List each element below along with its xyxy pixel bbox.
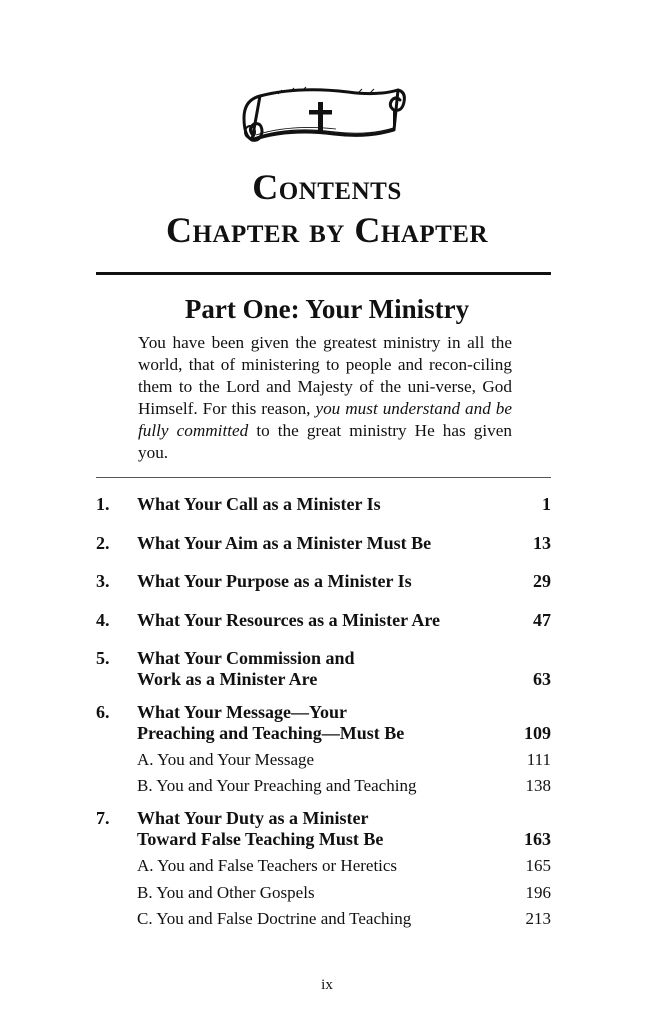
subentry-page: 111 bbox=[526, 750, 551, 769]
chapter-number: 3. bbox=[96, 571, 110, 591]
chapter-title-line1: What Your Duty as a Minister bbox=[137, 808, 369, 828]
chapter-number: 4. bbox=[96, 610, 110, 630]
chapter-number: 7. bbox=[96, 808, 110, 828]
chapter-title-line2: Toward False Teaching Must Be bbox=[137, 829, 384, 849]
chapter-title-line1: What Your Commission and bbox=[137, 648, 355, 668]
subentry-title: B. You and Other Gospels bbox=[137, 883, 315, 902]
subentry-page: 196 bbox=[525, 883, 551, 902]
chapter-page: 1 bbox=[542, 494, 551, 514]
subentry-page: 138 bbox=[525, 776, 551, 795]
section-divider bbox=[96, 477, 551, 478]
chapter-title-line1: What Your Message—Your bbox=[137, 702, 347, 722]
subentry-page: 213 bbox=[525, 909, 551, 928]
chapter-title: What Your Call as a Minister Is bbox=[137, 494, 381, 514]
subentry-title: A. You and Your Message bbox=[137, 750, 315, 769]
page-number: ix bbox=[321, 977, 333, 993]
chapter-page: 47 bbox=[533, 610, 551, 630]
subentry-title: C. You and False Doctrine and Teaching bbox=[137, 909, 412, 928]
chapter-number: 5. bbox=[96, 648, 110, 668]
subentry-page: 165 bbox=[525, 856, 551, 875]
chapter-title-line2: Preaching and Teaching—Must Be bbox=[137, 723, 405, 743]
chapter-title: What Your Purpose as a Minister Is bbox=[137, 571, 412, 591]
chapter-page: 63 bbox=[533, 669, 551, 689]
heading-divider bbox=[96, 272, 551, 275]
chapter-number: 1. bbox=[96, 494, 110, 514]
subentry-title: A. You and False Teachers or Heretics bbox=[137, 856, 398, 875]
page-title-line1: Contents bbox=[252, 167, 402, 207]
chapter-page: 13 bbox=[533, 533, 551, 553]
chapter-page: 29 bbox=[533, 571, 551, 591]
subentry-title: B. You and Your Preaching and Teaching bbox=[137, 776, 417, 795]
chapter-page: 163 bbox=[524, 829, 551, 849]
scroll-with-cross-icon bbox=[238, 82, 406, 150]
chapter-number: 6. bbox=[96, 702, 110, 722]
chapter-number: 2. bbox=[96, 533, 110, 553]
part-heading: Part One: Your Ministry bbox=[184, 294, 470, 324]
chapter-page: 109 bbox=[524, 723, 551, 743]
page-title-line2: Chapter by Chapter bbox=[165, 210, 489, 250]
part-description: You have been given the greatest ministry in all the world, that of ministering to people and recon-ciling them to the Lord and Majesty of the uni-verse, God Himself. For this reason, you must understand and be fully committed to the great ministry He has given you. bbox=[138, 333, 512, 462]
chapter-title: What Your Aim as a Minister Must Be bbox=[137, 533, 432, 553]
chapter-title-line2: Work as a Minister Are bbox=[137, 669, 318, 689]
chapter-title: What Your Resources as a Minister Are bbox=[137, 610, 440, 630]
